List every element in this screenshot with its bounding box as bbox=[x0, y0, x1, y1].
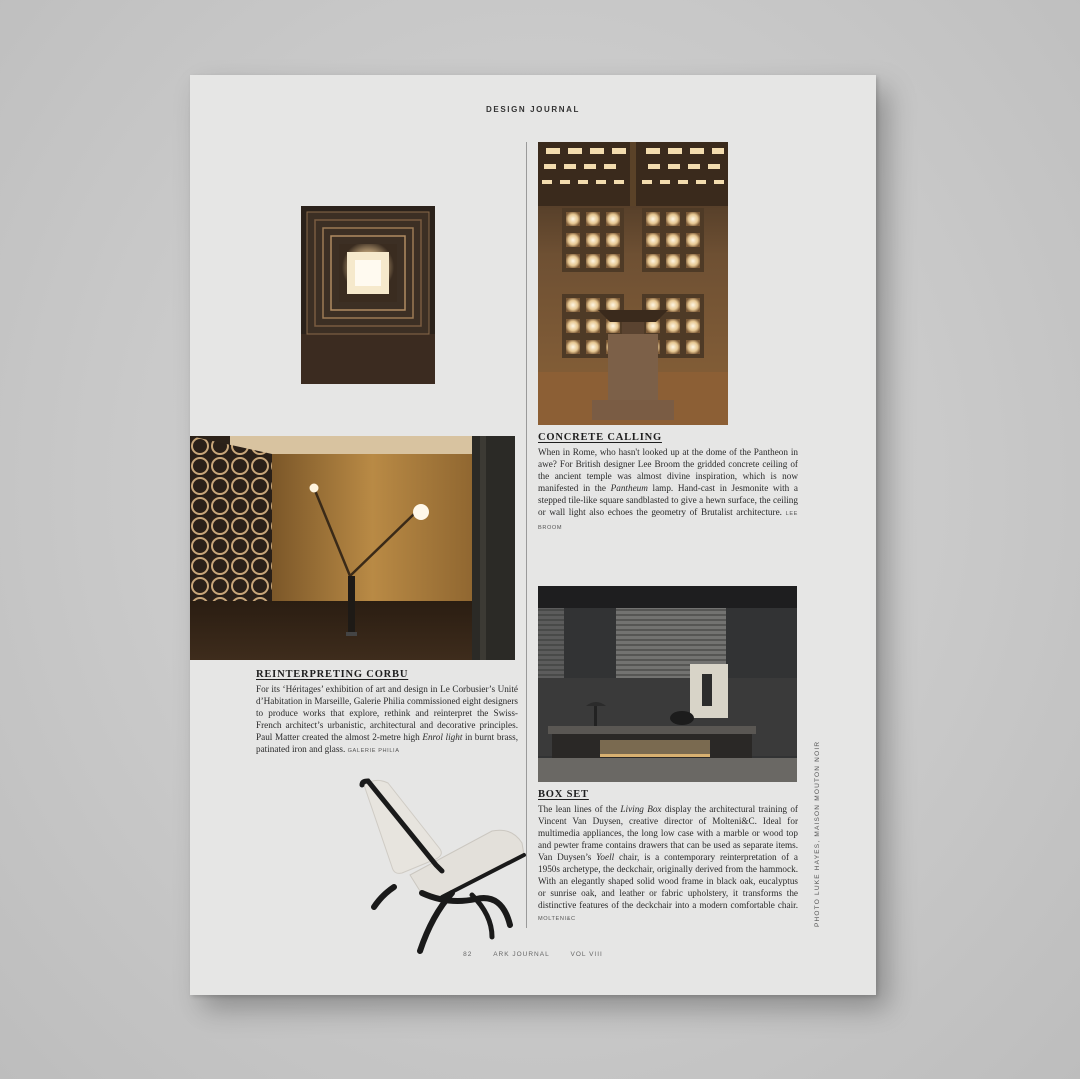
article-box-set bbox=[538, 789, 798, 925]
volume-label: VOL VIII bbox=[570, 951, 603, 958]
publication-name: ARK JOURNAL bbox=[493, 951, 550, 958]
enrol-light-room-photo bbox=[190, 436, 515, 660]
running-head: DESIGN JOURNAL bbox=[486, 105, 580, 114]
article-concrete-calling bbox=[538, 432, 798, 534]
article-body: The lean lines of the Living Box display the architectural training of Vincent Van Duysen, creative director of Molteni&C. Ideal for multimedia appliances, the long low case with a marble or wood top and pewter frame contains drawers that can be used as separate items. Van Duysen’s Yoell chair, is a contemporary reinterpretation of a 1950s archetype, the deckchair, originally derived from the hammock. With an elegantly shaped solid wood frame in black oak, eucalyptus or sunrise oak, and leather or fabric upholstery, it transforms the distinctive features of the deckchair into a modern comfortable chair. MOLTENI&C bbox=[538, 804, 798, 922]
article-title: BOX SET bbox=[538, 789, 589, 800]
image-credit: MOLTENI&C bbox=[538, 916, 576, 922]
article-body: When in Rome, who hasn't looked up at the dome of the Pantheon in awe? For British designer Lee Broom the gridded concrete ceiling of the ancient temple was almost divine inspiration, which is now manifested in the Pantheum lamp. Hand-cast in Jesmonite with a stepped tile-like square sandblasted to give a hewn surface, the ceiling or wall light also echoes the geometry of Brutalist architecture. LEE BROOM bbox=[538, 447, 798, 531]
magazine-page bbox=[190, 75, 876, 995]
article-reinterpreting-corbu bbox=[256, 669, 518, 757]
yoell-chair-photo bbox=[352, 775, 542, 957]
image-credit: LEE BROOM bbox=[538, 511, 798, 531]
article-body: For its ‘Héritages’ exhibition of art and design in Le Corbusier’s Unité d’Habitation in Marseille, Galerie Philia commissioned eight designers to produce works that explore, rethink and reinterpret the Swiss-French architect’s urbanistic, architectural and decorative principles. Paul Matter created the almost 2-metre high Enrol light in burnt brass, patinated iron and glass. GALERIE PHILIA bbox=[256, 684, 518, 754]
photo-credit: PHOTO LUKE HAYES, MAISON MOUTON NOIR bbox=[814, 740, 821, 927]
concrete-ceiling-room-photo bbox=[538, 142, 728, 425]
page-footer bbox=[190, 951, 876, 958]
article-title: REINTERPRETING CORBU bbox=[256, 669, 409, 680]
page-number: 82 bbox=[463, 951, 473, 958]
living-box-room-photo bbox=[538, 586, 797, 782]
article-title: CONCRETE CALLING bbox=[538, 432, 662, 443]
image-credit: GALERIE PHILIA bbox=[347, 748, 400, 754]
pantheum-lamp-photo bbox=[301, 206, 435, 384]
